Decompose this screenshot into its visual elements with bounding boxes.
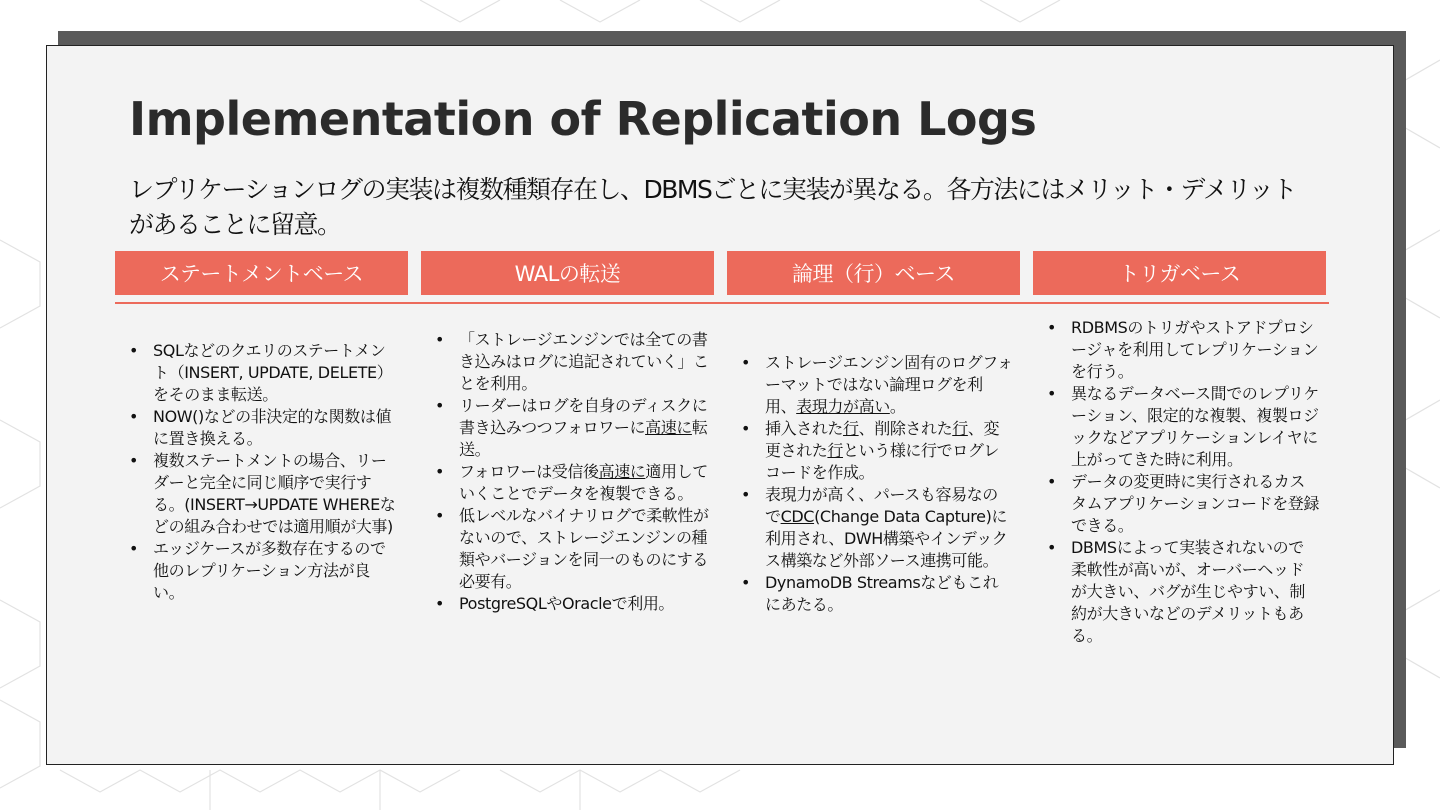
bullet-text: 低レベルなバイナリログで柔軟性がないので、ストレージエンジンの種類やバージョンを同一のものにする必要有。 <box>459 506 709 591</box>
bullet-item <box>1043 317 1319 383</box>
column-list-statement-based <box>125 340 397 604</box>
bullet-item <box>431 395 717 461</box>
slide-title: Implementation of Replication Logs <box>129 92 1037 146</box>
bullet-item <box>737 484 1013 572</box>
bullet-text: 複数ステートメントの場合、リーダーと完全に同じ順序で実行する。(INSERT→UPDATE WHEREなどの組み合わせでは適用順が大事) <box>153 451 396 536</box>
emphasis-text: 行 <box>827 441 844 460</box>
bullet-item <box>431 505 717 593</box>
column-header-trigger-based: トリガベース <box>1033 251 1326 295</box>
bullet-text: リーダーはログを自身のディスクに書き込みつつフォロワーに <box>459 396 708 437</box>
emphasis-text: 行 <box>952 419 968 438</box>
bullet-item <box>1043 383 1319 471</box>
column-header-wal-shipping: WALの転送 <box>421 251 714 295</box>
bullet-item <box>1043 471 1319 537</box>
bullet-text: 。 <box>889 397 906 416</box>
bullet-text: 挿入された <box>765 419 844 438</box>
bullet-text: DynamoDB Streamsなどもこれにあたる。 <box>765 573 999 614</box>
bullet-item <box>431 593 717 615</box>
header-divider <box>115 302 1329 304</box>
column-header-statement-based: ステートメントベース <box>115 251 408 295</box>
slide-card <box>46 45 1394 765</box>
bullet-item <box>737 352 1013 418</box>
bullet-text: SQLなどのクエリのステートメント（INSERT, UPDATE, DELETE）をそのまま転送。 <box>153 341 393 404</box>
bullet-text: 異なるデータベース間でのレプリケーション、限定的な複製、複製ロジックなどアプリケーションレイヤに上がってきた時に利用。 <box>1071 384 1319 469</box>
bullet-text: フォロワーは受信後 <box>459 462 599 481</box>
bullet-text: 適用していくことでデータを複製できる。 <box>459 462 708 503</box>
column-list-logical-row-based <box>737 352 1013 616</box>
emphasis-text: CDC <box>780 507 815 526</box>
emphasis-text: 高速に <box>645 418 692 437</box>
emphasis-text: 行 <box>843 419 859 438</box>
emphasis-text: 高速に <box>598 462 646 481</box>
bullet-text: 、削除された <box>858 419 953 438</box>
bullet-text: データの変更時に実行されるカスタムアプリケーションコードを登録できる。 <box>1071 472 1320 535</box>
bullet-item <box>737 572 1013 616</box>
bullet-item <box>1043 537 1319 647</box>
bullet-text: ストレージエンジン固有のログフォーマットではない論理ログを利用、 <box>765 353 1013 416</box>
bullet-text: RDBMSのトリガやストアドプロシージャを利用してレプリケーションを行う。 <box>1071 318 1319 381</box>
bullet-item <box>737 418 1013 484</box>
emphasis-text: 表現力が高い <box>796 397 890 416</box>
bullet-text: 転送。 <box>459 418 708 459</box>
bullet-text: エッジケースが多数存在するので他のレプリケーション方法が良い。 <box>153 539 386 602</box>
bullet-item <box>125 538 397 604</box>
bullet-text: 「ストレージエンジンでは全ての書き込みはログに追記されていく」ことを利用。 <box>459 330 709 393</box>
bullet-item <box>125 450 397 538</box>
bullet-item <box>431 461 717 505</box>
bullet-text: 、変更された <box>765 419 1000 460</box>
column-header-logical-row-based: 論理（行）ベース <box>727 251 1020 295</box>
bullet-text: NOW()などの非決定的な関数は値に置き換える。 <box>153 407 392 448</box>
column-list-trigger-based <box>1043 317 1319 647</box>
slide-subtitle: レプリケーションログの実装は複数種類存在し、DBMSごとに実装が異なる。各方法にはメリット・デメリットがあることに留意。 <box>129 175 1296 239</box>
bullet-text: という様に行でログレコードを作成。 <box>765 441 1000 482</box>
bullet-text: PostgreSQLやOracleで利用。 <box>459 594 675 613</box>
bullet-item <box>125 340 397 406</box>
column-list-wal-shipping <box>431 329 717 615</box>
bullet-text: DBMSによって実装されないので柔軟性が高いが、オーバーヘッドが大きい、バグが生じやすい、制約が大きいなどのデメリットもある。 <box>1071 538 1306 645</box>
bullet-item <box>125 406 397 450</box>
bullet-item <box>431 329 717 395</box>
bullet-text: (Change Data Capture)に利用され、DWH構築やインデックス構築など外部ソース連携可能。 <box>765 507 1008 570</box>
bullet-text: 表現力が高く、パースも容易なので <box>765 485 998 526</box>
